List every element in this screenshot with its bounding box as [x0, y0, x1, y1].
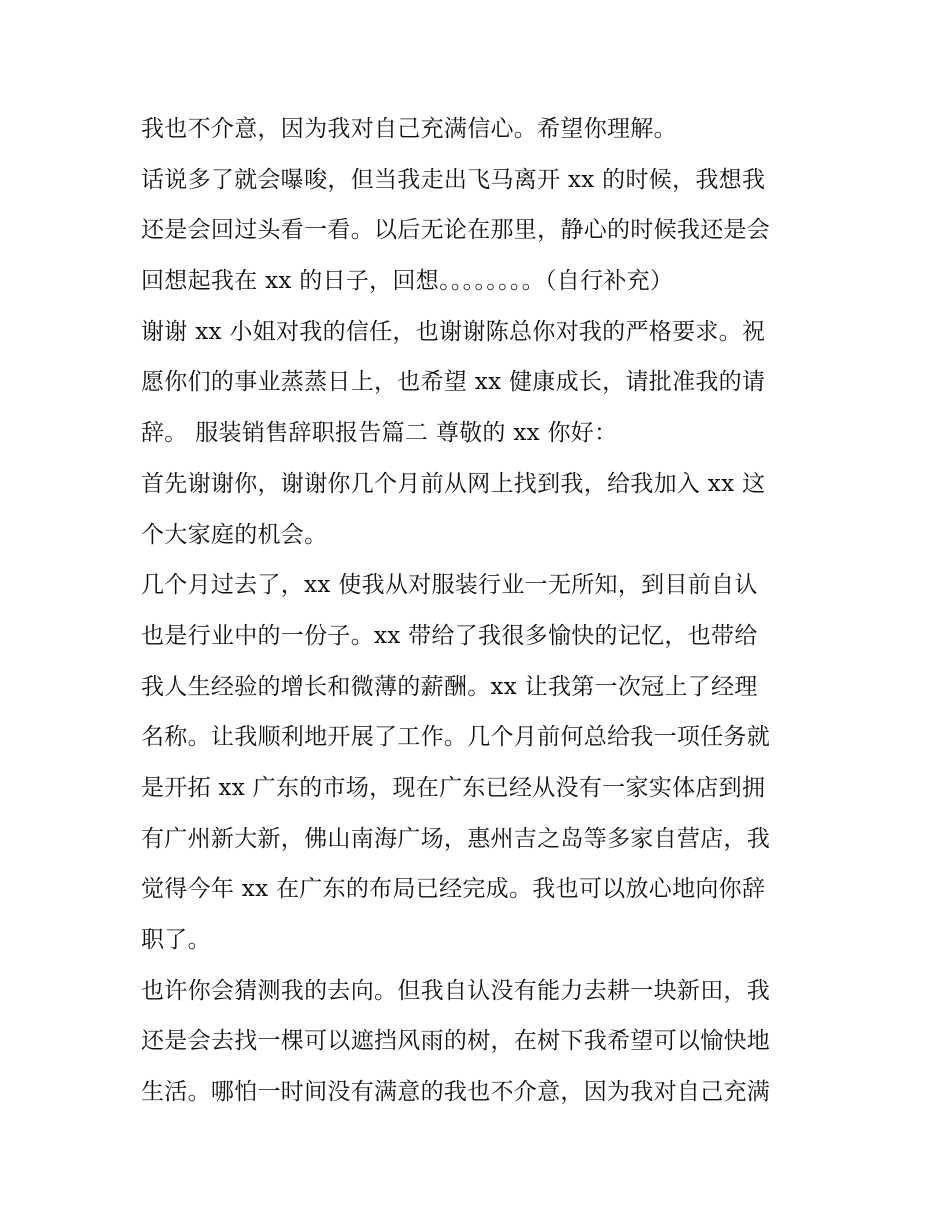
text-line: 个大家庭的机会。 — [141, 521, 328, 548]
text-line: 也许你会猜测我的去向。但我自认没有能力去耕一块新田，我 — [141, 977, 771, 1004]
text-line: 名称。让我顺利地开展了工作。几个月前何总给我一项任务就 — [141, 724, 771, 751]
text-line: 还是会去找一棵可以遮挡风雨的树，在树下我希望可以愉快地 — [141, 1028, 771, 1055]
text-line: 首先谢谢你，谢谢你几个月前从网上找到我，给我加入 xx 这 — [141, 470, 766, 497]
text-line: 话说多了就会嚗唆，但当我走出飞马离开 xx 的时候，我想我 — [141, 166, 766, 193]
text-line: 觉得今年 xx 在广东的布局已经完成。我也可以放心地向你辞 — [141, 876, 766, 903]
text-line: 我人生经验的增长和微薄的薪酬。xx 让我第一次冠上了经理 — [141, 673, 758, 700]
text-line: 职了。 — [141, 927, 211, 953]
text-line: 辞。 服装销售辞职报告篇二 尊敬的 xx 你好： — [141, 420, 618, 447]
text-line: 几个月过去了，xx 使我从对服装行业一无所知，到目前自认 — [141, 572, 758, 599]
text-line: 我也不介意，因为我对自己充满信心。希望你理解。 — [141, 116, 677, 142]
text-line: 回想起我在 xx 的日子，回想。。。。。。。。（自行补充） — [141, 268, 674, 295]
text-line: 谢谢 xx 小姐对我的信任，也谢谢陈总你对我的严格要求。祝 — [141, 318, 766, 345]
text-line: 是开拓 xx 广东的市场，现在广东已经从没有一家实体店到拥 — [141, 774, 766, 801]
text-line: 还是会回过头看一看。以后无论在那里，静心的时候我还是会 — [141, 217, 771, 244]
text-line: 也是行业中的一份子。xx 带给了我很多愉快的记忆，也带给 — [141, 622, 758, 649]
text-line: 生活。哪怕一时间没有满意的我也不介意，因为我对自己充满 — [141, 1079, 771, 1106]
text-line: 愿你们的事业蒸蒸日上，也希望 xx 健康成长，请批准我的请 — [141, 369, 766, 396]
text-line: 有广州新大新，佛山南海广场，惠州吉之岛等多家自营店，我 — [141, 825, 771, 852]
document-body — [141, 104, 821, 1118]
